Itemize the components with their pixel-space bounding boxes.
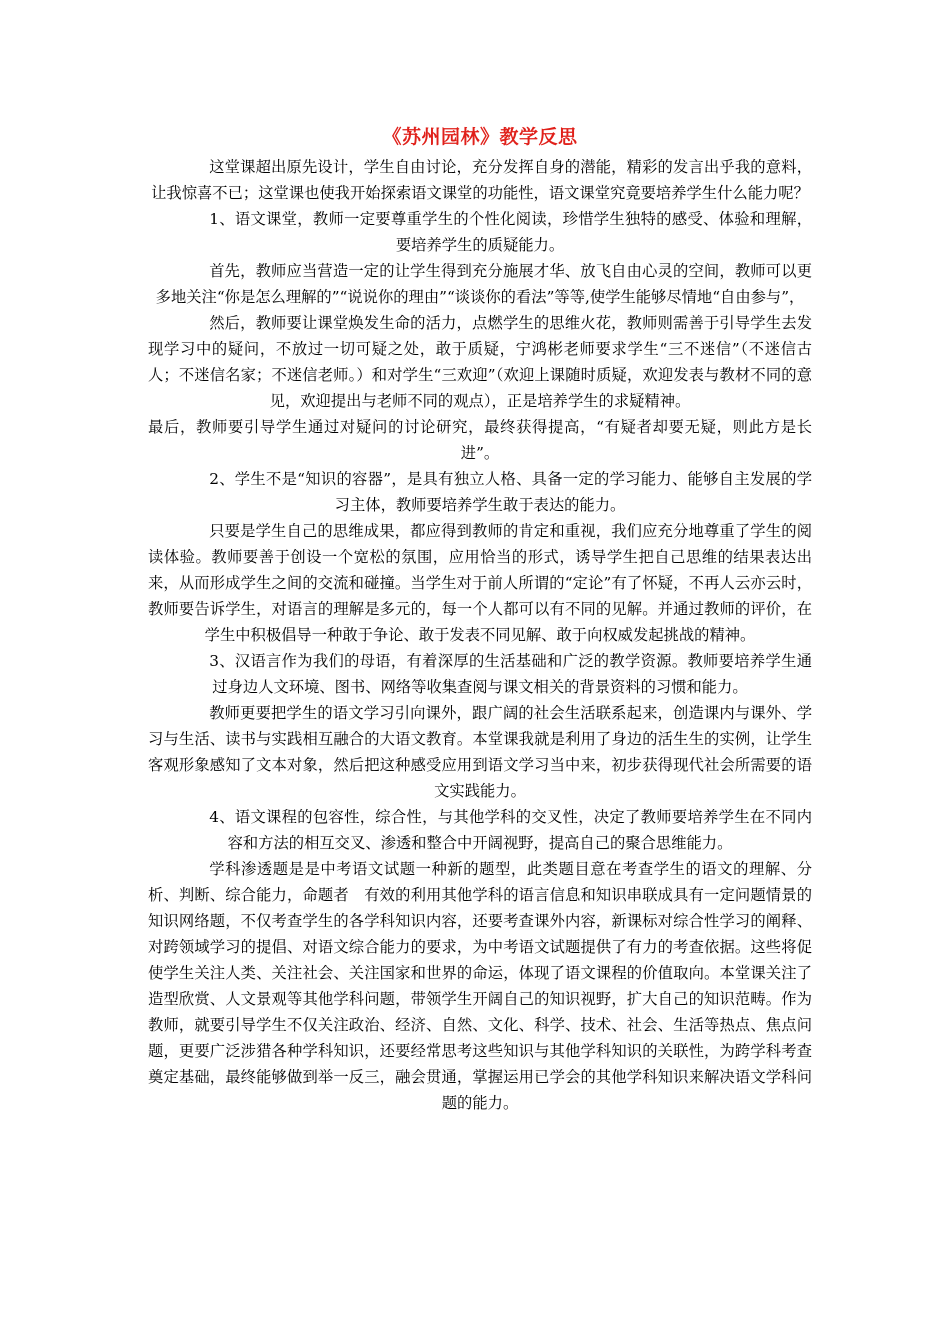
- paragraph-point-3: 3、汉语言作为我们的母语，有着深厚的生活基础和广泛的教学资源。教师要培养学生通过身边人文环境、图书、网络等收集查阅与课文相关的背景资料的习惯和能力。: [209, 652, 812, 696]
- paragraph-point-2: 2、学生不是“知识的容器”，是具有独立人格、具备一定的学习能力、能够自主发展的学习主体，教师要培养学生敢于表达的能力。: [209, 470, 812, 514]
- paragraph-point-4: 4、语文课程的包容性，综合性，与其他学科的交叉性，决定了教师要培养学生在不同内容和方法的相互交叉、渗透和整合中开阔视野，提高自己的聚合思维能力。: [209, 808, 812, 852]
- paragraph-extracurricular: 教师更要把学生的语文学习引向课外，跟广阔的社会生活联系起来，创造课内与课外、学习与生活、读书与实践相互融合的大语文教育。本堂课我就是利用了身边的活生生的实例，让学生客观形象感知了文本对象，然后把这种感受应用到语文学习当中来，初步获得现代社会所需要的语文实践能力。: [148, 704, 812, 800]
- paragraph-first: 首先，教师应当营造一定的让学生得到充分施展才华、放飞自由心灵的空间，教师可以更多地关注“你是怎么理解的”“说说你的理由”“谈谈你的看法”等等,使学生能够尽情地“自由参与”，: [155, 262, 812, 306]
- paragraph-intro: 这堂课超出原先设计，学生自由讨论，充分发挥自身的潜能，精彩的发言出乎我的意料，让我惊喜不已；这堂课也使我开始探索语文课堂的功能性，语文课堂究竟要培养学生什么能力呢？: [151, 158, 812, 202]
- paragraph-finally: 最后，教师要引导学生通过对疑问的讨论研究，最终获得提高，“有疑者却要无疑，则此方是长进”。: [148, 418, 812, 462]
- paragraph-expression: 只要是学生自己的思维成果，都应得到教师的肯定和重视，我们应充分地尊重了学生的阅读体验。教师要善于创设一个宽松的氛围，应用恰当的形式，诱导学生把自己思维的结果表达出来，从而形成学生之间的交流和碰撞。当学生对于前人所谓的“定论”有了怀疑，不再人云亦云时，教师要告诉学生，对语言的理解是多元的，每一个人都可以有不同的见解。并通过教师的评价，在学生中积极倡导一种敢于争论、敢于发表不同见解、敢于向权威发起挑战的精神。: [148, 522, 812, 644]
- paragraph-interdisciplinary: 学科渗透题是是中考语文试题一种新的题型，此类题目意在考查学生的语文的理解、分析、判断、综合能力，命题者 有效的利用其他学科的语言信息和知识串联成具有一定问题情景的知识网络题，不仅考查学生的各学科知识内容，还要考查课外内容，新课标对综合性学习的阐释、对跨领域学习的提倡、对语文综合能力的要求，为中考语文试题提供了有力的考查依据。这些将促使学生关注人类、关注社会、关注国家和世界的命运，体现了语文课程的价值取向。本堂课关注了造型欣赏、人文景观等其他学科问题，带领学生开阔自己的知识视野，扩大自己的知识范畴。作为教师，就要引导学生不仅关注政治、经济、自然、文化、科学、技术、社会、生活等热点、焦点问题，更要广泛涉猎各种学科知识，还要经常思考这些知识与其他学科知识的关联性，为跨学科考查奠定基础，最终能够做到举一反三，融会贯通，掌握运用已学会的其他学科知识来解决语文学科问题的能力。: [148, 860, 812, 1112]
- paragraph-then: 然后，教师要让课堂焕发生命的活力，点燃学生的思维火花，教师则需善于引导学生去发现学习中的疑问，不放过一切可疑之处，敢于质疑，宁鸿彬老师要求学生“三不迷信”（不迷信古人；不迷信名家；不迷信老师。）和对学生“三欢迎”（欢迎上课随时质疑，欢迎发表与教材不同的意见，欢迎提出与老师不同的观点），正是培养学生的求疑精神。: [148, 314, 812, 410]
- document-page: [148, 118, 812, 1116]
- document-title: 《苏州园林》教学反思: [382, 126, 578, 148]
- paragraph-point-1: 1、语文课堂，教师一定要尊重学生的个性化阅读，珍惜学生独特的感受、体验和理解，要培养学生的质疑能力。: [209, 210, 812, 254]
